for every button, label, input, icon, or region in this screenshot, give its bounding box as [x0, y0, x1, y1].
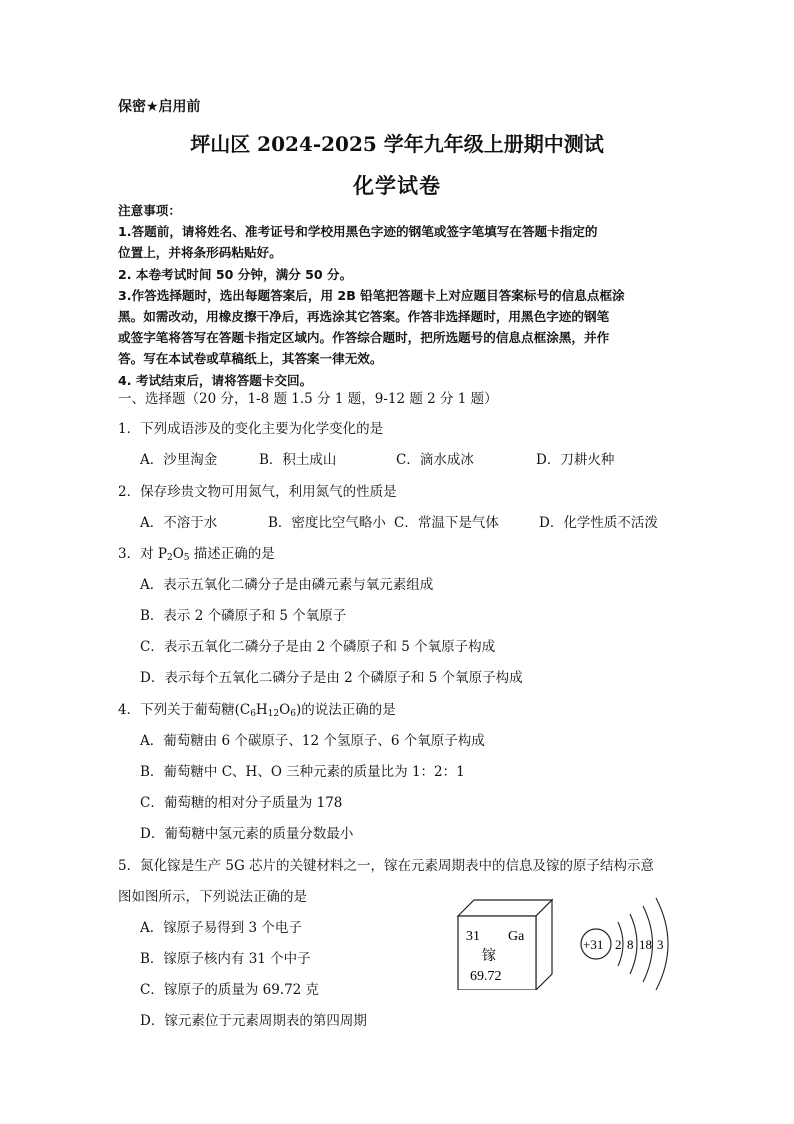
shell-electron-count: 3 — [657, 937, 664, 952]
notice-line: 2. 本卷考试时间 50 分钟，满分 50 分。 — [118, 266, 353, 282]
element-card — [458, 900, 552, 990]
q4-option-d: D．葡萄糖中氢元素的质量分数最小 — [140, 826, 354, 842]
q3-stem-text: 3．对 P — [118, 546, 167, 562]
shell-electron-count: 2 — [615, 937, 622, 952]
q3-stem-text: O — [172, 546, 184, 562]
q4-subscript: 12 — [267, 709, 280, 719]
notice-block — [118, 200, 684, 391]
q3-option-d: D．表示每个五氧化二磷分子是由 2 个磷原子和 5 个氧原子构成 — [140, 670, 523, 686]
q4-option-c: C．葡萄糖的相对分子质量为 178 — [140, 795, 343, 811]
q2-option-c: C．常温下是气体 — [394, 515, 499, 531]
notice-line: 3.作答选择题时，选出每题答案后，用 2B 铅笔把答题卡上对应题目答案标号的信息点框涂 — [118, 287, 625, 303]
shell-electron-count: 18 — [639, 937, 652, 952]
question-2-stem: 2．保存珍贵文物可用氮气，利用氮气的性质是 — [118, 484, 397, 500]
q5-option-c: C．镓原子的质量为 69.72 克 — [140, 982, 320, 998]
notice-heading: 注意事项： — [118, 203, 181, 218]
notice-line: 或签字笔将答写在答题卡指定区域内。作答综合题时，把所选题号的信息点框涂黑，并作 — [118, 330, 610, 346]
q5-option-d: D．镓元素位于元素周期表的第四周期 — [140, 1013, 367, 1029]
q3-subscript: 5 — [183, 553, 190, 563]
q3-stem-text: 描述正确的是 — [189, 546, 275, 562]
notice-line: 答。写在本试卷或草稿纸上，其答案一律无效。 — [118, 351, 383, 367]
notice-line: 黑。如需改动，用橡皮擦干净后，再选涂其它答案。作答非选择题时，用黑色字迹的钢笔 — [118, 309, 610, 325]
nucleus-charge: +31 — [583, 937, 604, 952]
question-5-stem-line2: 图如图所示，下列说法正确的是 — [118, 889, 307, 905]
notice-line: 4. 考试结束后，请将答题卡交回。 — [118, 372, 313, 388]
q5-option-b: B．镓原子核内有 31 个中子 — [140, 951, 311, 967]
notice-line: 位置上，并将条形码粘贴好。 — [118, 245, 282, 261]
element-symbol: Ga — [508, 929, 525, 944]
atomic-mass: 69.72 — [470, 969, 502, 984]
gallium-diagram — [452, 880, 682, 990]
section-heading: 一、选择题（20 分，1-8 题 1.5 分 1 题，9-12 题 2 分 1 题） — [118, 391, 498, 407]
question-5-stem-line1: 5．氮化镓是生产 5G 芯片的关键材料之一，镓在元素周期表中的信息及镓的原子结构示意 — [118, 858, 655, 874]
q4-stem-text: H — [255, 702, 268, 718]
notice-line: 1.答题前，请将姓名、准考证号和学校用黑色字迹的钢笔或签字笔填写在答题卡指定的 — [118, 224, 598, 240]
q4-stem-text: 4．下列关于葡萄糖(C — [118, 702, 251, 718]
q3-subscript: 2 — [166, 553, 173, 563]
question-1-stem: 1．下列成语涉及的变化主要为化学变化的是 — [118, 421, 384, 437]
q1-option-c: C．滴水成冰 — [396, 452, 474, 468]
q4-stem-text: O — [279, 702, 291, 718]
q1-option-d: D．刀耕火种 — [536, 452, 615, 468]
q3-option-c: C．表示五氧化二磷分子是由 2 个磷原子和 5 个氧原子构成 — [140, 639, 496, 655]
q3-option-a: A．表示五氧化二磷分子是由磷元素与氧元素组成 — [140, 577, 434, 593]
q2-option-a: A．不溶于水 — [140, 515, 218, 531]
question-4-stem — [118, 698, 396, 719]
q2-option-d: D．化学性质不活泼 — [539, 515, 658, 531]
q1-option-a: A．沙里淘金 — [140, 452, 218, 468]
q4-option-a: A．葡萄糖由 6 个碳原子、12 个氢原子、6 个氧原子构成 — [140, 733, 485, 749]
element-name: 镓 — [482, 948, 496, 964]
q3-option-b: B．表示 2 个磷原子和 5 个氧原子 — [140, 608, 347, 624]
confidential-label: 保密★启用前 — [118, 99, 201, 115]
exam-subtitle: 化学试卷 — [353, 173, 441, 198]
q2-option-b: B．密度比空气略小 — [268, 515, 386, 531]
q4-stem-text: )的说法正确的是 — [295, 702, 396, 718]
q4-subscript: 6 — [250, 709, 256, 719]
atomic-number: 31 — [466, 929, 480, 944]
q1-option-b: B．积土成山 — [259, 452, 337, 468]
question-3-stem — [118, 542, 275, 563]
shell-electron-count: 8 — [627, 937, 634, 952]
atom-structure-diagram — [581, 898, 668, 990]
exam-title: 坪山区 2024-2025 学年九年级上册期中测试 — [190, 132, 604, 156]
q4-subscript: 6 — [290, 709, 296, 719]
q4-option-b: B．葡萄糖中 C、H、O 三种元素的质量比为 1：2：1 — [140, 764, 465, 780]
q5-option-a: A．镓原子易得到 3 个电子 — [140, 920, 302, 936]
